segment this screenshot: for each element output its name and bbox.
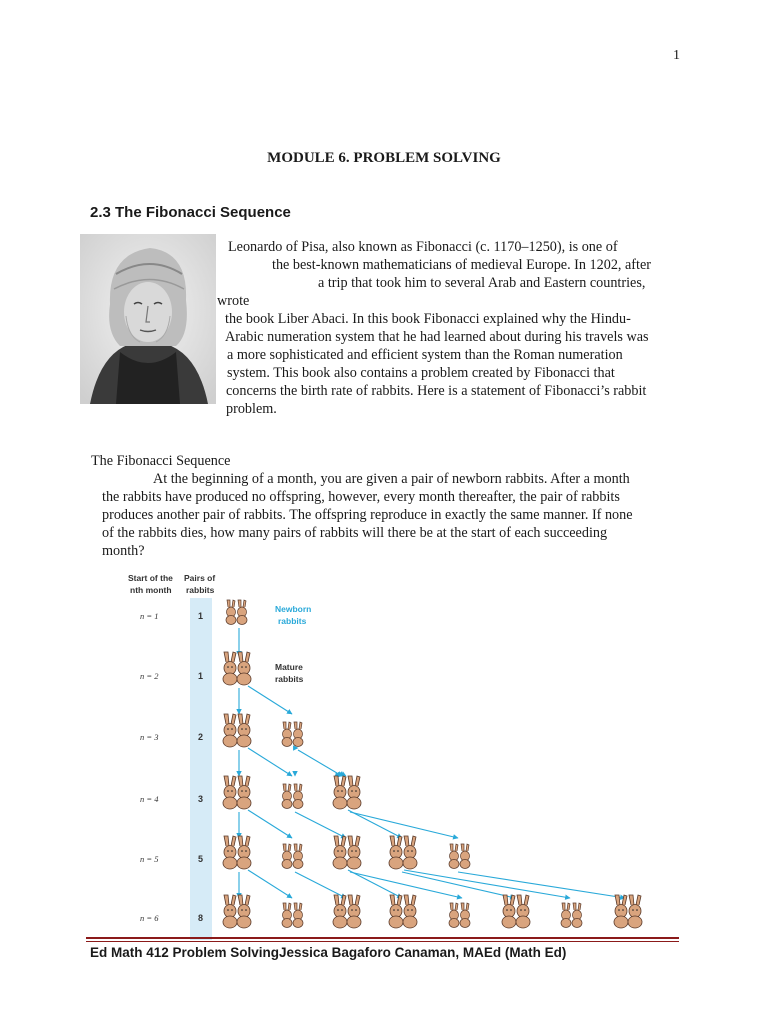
row-pairs-value: 3 bbox=[198, 794, 204, 804]
intro-line: Leonardo of Pisa, also known as Fibonacci (c. 1170–1250), is one of bbox=[228, 239, 618, 255]
row-n-label: n = 5 bbox=[140, 854, 159, 864]
intro-line: Arabic numeration system that he had learned about during his travels was bbox=[225, 329, 649, 345]
mature-label-line1: Mature bbox=[275, 662, 303, 672]
row-n-label: n = 3 bbox=[140, 732, 159, 742]
row-pairs-value: 5 bbox=[198, 854, 204, 864]
footer-rule bbox=[86, 937, 679, 939]
fibonacci-portrait bbox=[80, 234, 216, 404]
col2-header-line1: Pairs of bbox=[184, 573, 216, 583]
intro-line: a trip that took him to several Arab and Eastern countries, bbox=[318, 275, 646, 291]
section-heading: 2.3 The Fibonacci Sequence bbox=[90, 204, 291, 221]
row-pairs-value: 2 bbox=[198, 732, 204, 742]
col1-header-line1: Start of the bbox=[128, 573, 173, 583]
newborn-label-line1: Newborn bbox=[275, 604, 312, 614]
module-title: MODULE 6. PROBLEM SOLVING bbox=[267, 150, 501, 166]
problem-title: The Fibonacci Sequence bbox=[91, 453, 231, 469]
problem-line: month? bbox=[102, 543, 145, 559]
col2-header-line2: rabbits bbox=[186, 585, 215, 595]
page-number: 1 bbox=[673, 48, 680, 63]
row-n-label: n = 1 bbox=[140, 611, 159, 621]
intro-line: wrote bbox=[217, 293, 250, 309]
intro-line: concerns the birth rate of rabbits. Here is a statement of Fibonacci’s rabbit bbox=[226, 383, 647, 399]
intro-line: the best-known mathematicians of medieval Europe. In 1202, after bbox=[272, 257, 651, 273]
row-pairs-value: 1 bbox=[198, 611, 204, 621]
mature-label-line2: rabbits bbox=[275, 674, 304, 684]
row-n-label: n = 6 bbox=[140, 913, 159, 923]
intro-line: a more sophisticated and efficient system than the Roman numeration bbox=[227, 347, 623, 363]
footer-rule bbox=[86, 941, 679, 942]
intro-line: problem. bbox=[226, 401, 277, 417]
footer-text: Ed Math 412 Problem SolvingJessica Bagaforo Canaman, MAEd (Math Ed) bbox=[90, 945, 567, 960]
intro-line: system. This book also contains a problem created by Fibonacci that bbox=[227, 365, 615, 381]
row-pairs-value: 1 bbox=[198, 671, 204, 681]
col1-header-line2: nth month bbox=[130, 585, 172, 595]
rabbit-diagram bbox=[120, 570, 680, 940]
problem-line: of the rabbits dies, how many pairs of rabbits will there be at the start of each succeeding bbox=[102, 525, 608, 541]
problem-line: produces another pair of rabbits. The offspring reproduce in exactly the same manner. If none bbox=[102, 507, 633, 523]
row-n-label: n = 4 bbox=[140, 794, 159, 804]
row-n-label: n = 2 bbox=[140, 671, 159, 681]
problem-line: At the beginning of a month, you are given a pair of newborn rabbits. After a month bbox=[153, 471, 630, 487]
newborn-label-line2: rabbits bbox=[278, 616, 307, 626]
row-pairs-value: 8 bbox=[198, 913, 204, 923]
intro-line: the book Liber Abaci. In this book Fibonacci explained why the Hindu- bbox=[225, 311, 631, 327]
problem-line: the rabbits have produced no offspring, however, every month thereafter, the pair of rabbits bbox=[102, 489, 620, 505]
